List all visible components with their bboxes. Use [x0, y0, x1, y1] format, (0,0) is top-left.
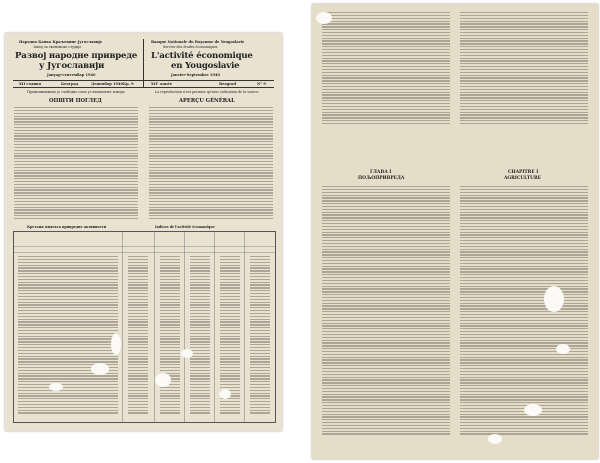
paper-damage [49, 383, 63, 391]
title-sr-line1: Развој народне привреде [15, 51, 138, 61]
chapter-label-sr: ГЛАВА I [370, 170, 392, 175]
service-name-sr: Завод за економске студије [33, 45, 82, 49]
city-fr: Beograd [219, 82, 236, 86]
notice-fr: La reproduction n'est permise qu'avec indication de la source [155, 90, 259, 94]
chapter-title-sr: ПОЉОПРИВРЕДА [358, 176, 405, 181]
title-fr-line2: en Yougoslavie [171, 61, 240, 71]
paper-damage [155, 373, 171, 387]
text-column-top-sr [322, 12, 450, 126]
bank-name-fr: Banque Nationale du Royaume de Yougoslavie [151, 40, 245, 44]
left-page [5, 33, 282, 431]
bank-name-sr: Народна Банка Краљевине Југославије [19, 40, 103, 44]
text-column-top-fr [460, 12, 588, 126]
year-fr: XIIᵉ année [151, 82, 173, 86]
title-sr-line2: у Југославији [39, 61, 105, 71]
paper-damage [556, 344, 570, 354]
text-column-sr [14, 107, 138, 221]
title-fr-line1: L'activité économique [151, 51, 253, 61]
section-title-fr: APERÇU GÉNÉRAL [179, 98, 235, 104]
paper-damage [219, 389, 231, 399]
table-values-col3 [190, 256, 210, 415]
chapter-title-fr: AGRICULTURE [504, 176, 542, 181]
index-table [13, 231, 276, 423]
paper-damage [181, 349, 193, 358]
right-page [312, 4, 598, 459]
service-name-fr: Service des études économiques [163, 45, 218, 49]
paper-damage [91, 363, 109, 375]
table-values-col1 [128, 256, 148, 415]
table-values-col5 [250, 256, 270, 415]
paper-damage [524, 404, 542, 416]
city-sr: Београд [61, 82, 79, 86]
table-title-sr: Кретање индекса привредне активности [27, 225, 107, 229]
text-column-bottom-fr [460, 186, 588, 436]
text-column-bottom-sr [322, 186, 450, 436]
number-sr: Бр. 9 [123, 82, 134, 86]
period-sr: Јануар-септембар 1940 [47, 73, 96, 77]
table-title-fr: Indices de l'activité économique [155, 225, 215, 229]
period-fr: Janvier-Septembre 1940 [171, 73, 220, 77]
notice-sr: Прештампавање је слободно само уз назначење извора [27, 90, 125, 94]
table-values-col2 [160, 256, 180, 415]
paper-damage [544, 286, 564, 312]
rule-bottom [13, 87, 274, 88]
section-title-sr: ОПШТИ ПОГЛЕД [49, 98, 102, 104]
date-sr: Децембар 1940 [91, 82, 124, 86]
chapter-label-fr: CHAPITRE I [508, 170, 539, 175]
table-row-labels [18, 256, 118, 415]
paper-damage [316, 12, 332, 24]
number-fr: N° 9 [257, 82, 266, 86]
year-sr: XII година [19, 82, 42, 86]
header-divider [143, 39, 144, 87]
paper-damage [488, 434, 502, 444]
text-column-fr [149, 107, 273, 221]
paper-damage [111, 333, 121, 355]
